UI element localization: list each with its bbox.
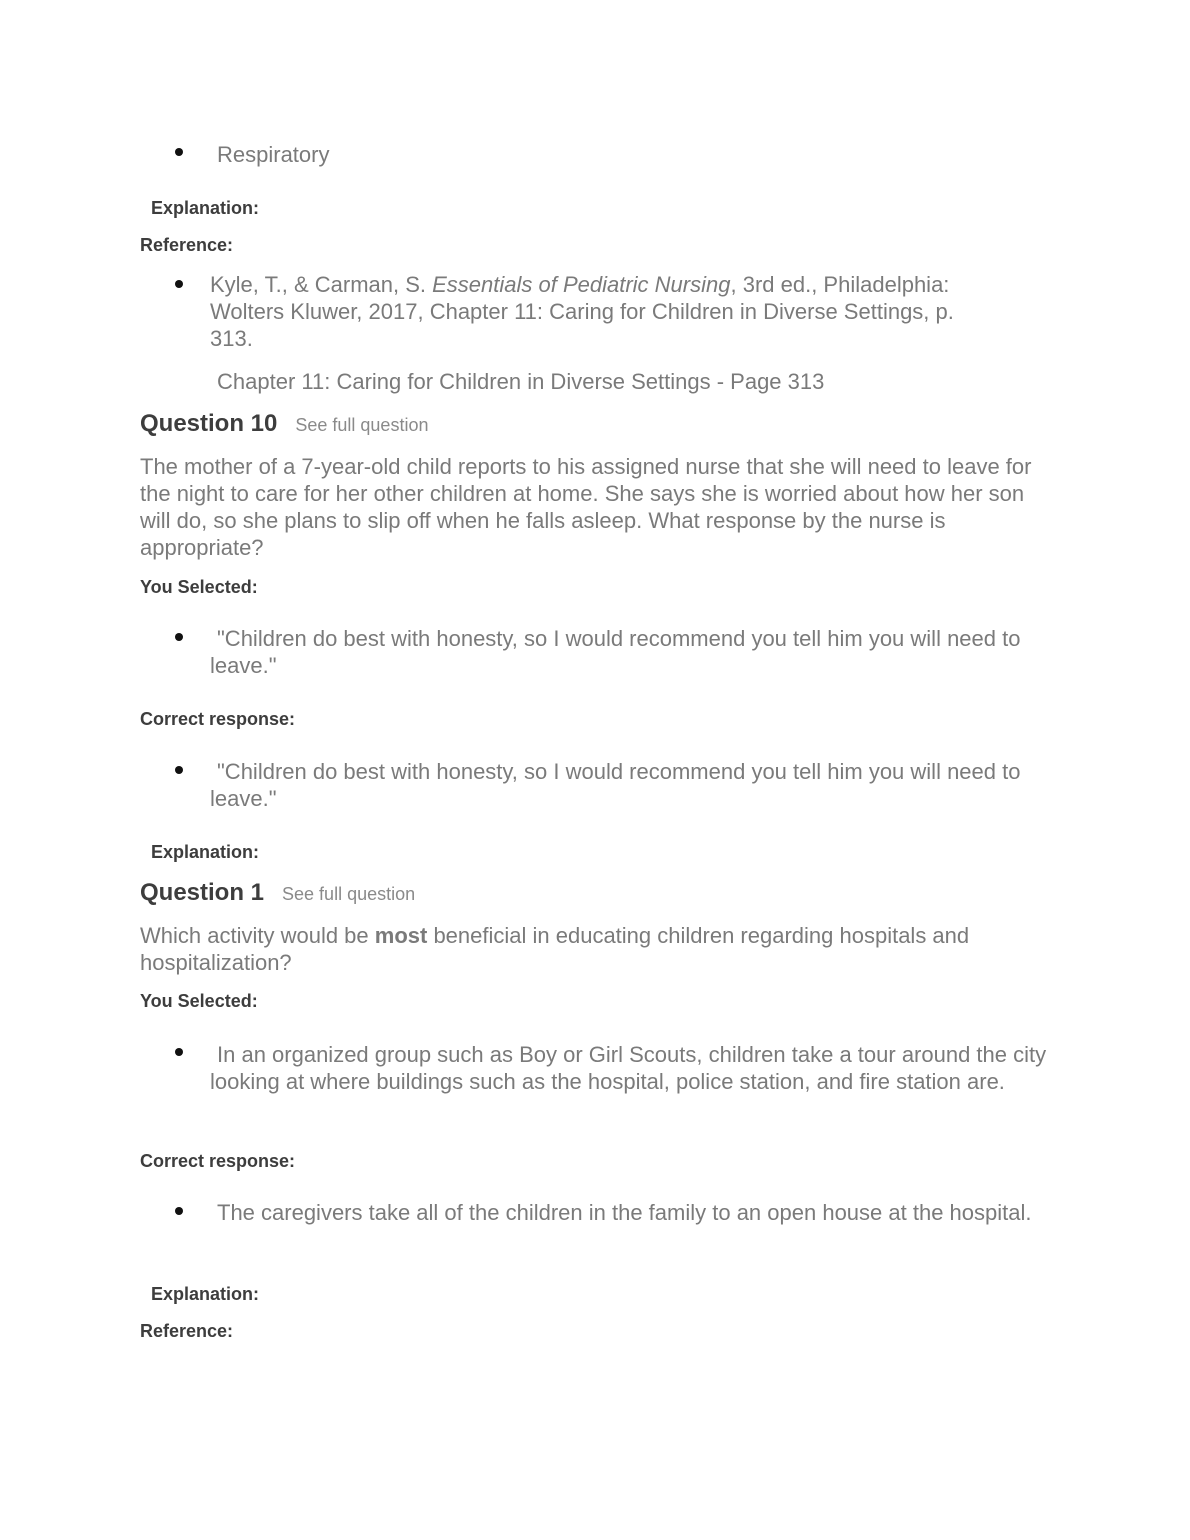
- correct-answer: The caregivers take all of the children in the family to an open house at the hospital.: [217, 1200, 1032, 1225]
- reference-label: Reference:: [140, 1321, 234, 1341]
- see-full-question-link[interactable]: See full question: [295, 415, 429, 435]
- citation-line-2: Wolters Kluwer, 2017, Chapter 11: Caring for Children in Diverse Settings, p.: [210, 299, 954, 324]
- correct-response-label: Correct response:: [140, 709, 296, 729]
- reference-citation: [210, 271, 1050, 352]
- bullet-icon: [175, 766, 183, 774]
- question-stem: Which activity would be most beneficial in educating children regarding hospitals and hospitalization?: [140, 923, 970, 975]
- question-stem: The mother of a 7-year-old child reports to his assigned nurse that she will need to leave for the night to care for her other children at home. She says she is worried about how her son will do, so she plans to slip off when he falls asleep. What response by the nurse is appropriate?: [140, 454, 1032, 560]
- see-full-question-link[interactable]: See full question: [282, 884, 416, 904]
- explanation-label: Explanation:: [151, 198, 260, 218]
- answer-option: Respiratory: [217, 142, 330, 167]
- bullet-icon: [175, 633, 183, 641]
- correct-response-label: Correct response:: [140, 1151, 296, 1171]
- reference-label: Reference:: [140, 235, 234, 255]
- bullet-icon: [175, 148, 183, 156]
- question-title: Question 1: [140, 879, 265, 906]
- selected-answer: In an organized group such as Boy or Girl Scouts, children take a tour around the city looking at where buildings such as the hospital, police station, and fire station are.: [210, 1042, 1047, 1094]
- citation-authors: Kyle, T., & Carman, S.: [210, 272, 433, 297]
- question-10-heading: [140, 409, 428, 440]
- emphasis-most: most: [374, 923, 428, 948]
- citation-line-3: 313.: [210, 326, 253, 351]
- correct-answer: "Children do best with honesty, so I would recommend you tell him you will need to leave.": [210, 759, 1021, 811]
- citation-book-title: Essentials of Pediatric Nursing: [432, 272, 731, 297]
- question-1-heading: [140, 878, 415, 909]
- you-selected-label: You Selected:: [140, 577, 258, 597]
- explanation-label: Explanation:: [151, 842, 260, 862]
- citation-edition: , 3rd ed., Philadelphia:: [730, 272, 950, 297]
- you-selected-label: You Selected:: [140, 991, 258, 1011]
- question-title: Question 10: [140, 410, 278, 437]
- explanation-label: Explanation:: [151, 1284, 260, 1304]
- selected-answer: "Children do best with honesty, so I would recommend you tell him you will need to leave.": [210, 626, 1021, 678]
- chapter-page-link: Chapter 11: Caring for Children in Diverse Settings - Page 313: [217, 369, 825, 394]
- bullet-icon: [175, 280, 183, 288]
- bullet-icon: [175, 1207, 183, 1215]
- bullet-icon: [175, 1048, 183, 1056]
